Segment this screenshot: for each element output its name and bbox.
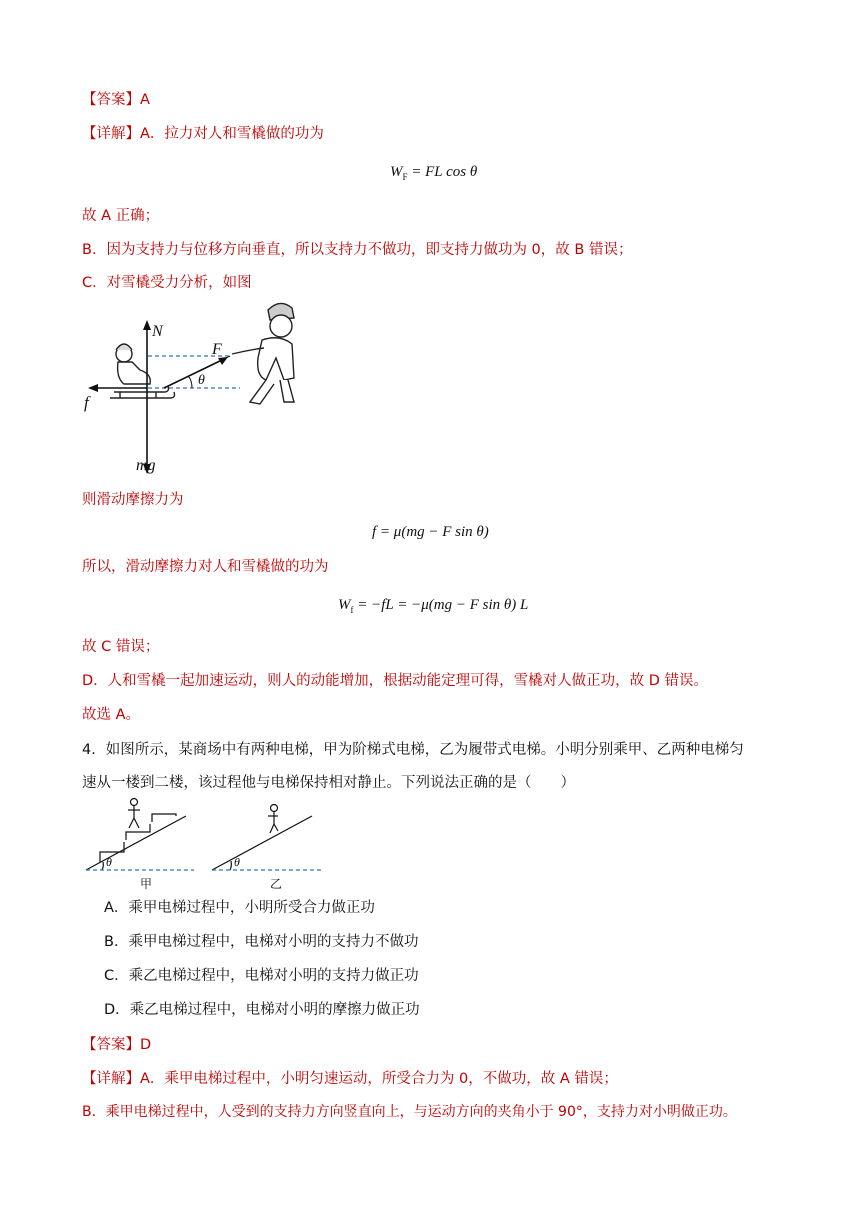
label-friction: f	[84, 393, 89, 412]
formula-wf-sub: F	[402, 172, 408, 182]
sled-force-diagram	[80, 298, 320, 482]
q3-b-line: B．因为支持力与位移方向垂直，所以支持力不做功，即支持力做功为 0，故 B 错误；	[82, 242, 633, 258]
formula-wf-lhs: W	[390, 164, 403, 180]
q3-formula-wf	[390, 162, 477, 187]
theta-arc	[188, 376, 192, 388]
q4-b-line: B．乘甲电梯过程中，人受到的支持力方向竖直向上，与运动方向的夹角小于 90°，支持力对小明做正功。	[82, 1104, 737, 1120]
q3-formula-wfric	[338, 595, 528, 620]
q4-option-c: C．乘乙电梯过程中，电梯对小明的支持力做正功	[104, 968, 419, 984]
step-escalator	[86, 799, 186, 871]
formula-wfric-lhs: W	[338, 597, 351, 613]
q4-option-b: B．乘甲电梯过程中，电梯对小明的支持力不做功	[104, 934, 419, 950]
formula-wfric-sub: f	[350, 605, 354, 615]
label-pull: F	[212, 341, 222, 358]
q3-answer: 【答案】A	[82, 92, 150, 108]
q3-c-conclusion: 故 C 错误；	[82, 639, 160, 655]
right-figure-caption: 乙	[270, 877, 283, 891]
q3-a-conclusion: 故 A 正确；	[82, 208, 160, 224]
normal-arrowhead	[143, 320, 151, 330]
q3-work-intro: 所以，滑动摩擦力对人和雪橇做的功为	[82, 559, 329, 575]
q3-detail-a: 【详解】A．拉力对人和雪橇做的功为	[82, 126, 324, 142]
q3-final-choice: 故选 A。	[82, 707, 141, 723]
q3-friction-intro: 则滑动摩擦力为	[82, 492, 184, 508]
q4-option-d: D．乘乙电梯过程中，电梯对小明的摩擦力做正功	[104, 1002, 420, 1018]
belt-escalator	[212, 805, 312, 871]
formula-wfric-rhs: = −fL = −μ(mg − F sin θ) L	[353, 597, 529, 613]
left-figure-caption: 甲	[140, 877, 153, 891]
label-normal: N	[152, 323, 163, 340]
formula-wf-rhs: = FL cos θ	[407, 164, 478, 180]
label-weight: mg	[136, 457, 156, 474]
escalator-diagram	[84, 798, 334, 892]
right-angle-label: θ	[234, 855, 240, 869]
pulling-man-icon	[232, 303, 294, 404]
q4-stem-line1: 4．如图所示，某商场中有两种电梯，甲为阶梯式电梯，乙为履带式电梯。小明分别乘甲、乙两种电梯匀	[82, 742, 744, 758]
q4-option-a: A．乘甲电梯过程中，小明所受合力做正功	[104, 900, 375, 916]
friction-arrowhead	[88, 384, 98, 392]
q4-answer: 【答案】D	[82, 1037, 152, 1053]
sled-child-icon	[110, 344, 175, 398]
q3-c-line: C．对雪橇受力分析，如图	[82, 275, 252, 291]
q3-formula-f: f = μ(mg − F sin θ)	[372, 524, 489, 540]
q4-detail-a: 【详解】A．乘甲电梯过程中，小明匀速运动，所受合力为 0，不做功，故 A 错误；	[82, 1071, 618, 1087]
pull-force-arrow	[164, 360, 222, 388]
q4-stem-line2: 速从一楼到二楼，该过程他与电梯保持相对静止。下列说法正确的是（ ）	[82, 775, 575, 791]
q3-d-line: D．人和雪橇一起加速运动，则人的动能增加，根据动能定理可得，雪橇对人做正功，故 D 错误。	[82, 673, 709, 689]
left-angle-label: θ	[106, 855, 112, 869]
label-angle: θ	[198, 373, 205, 388]
